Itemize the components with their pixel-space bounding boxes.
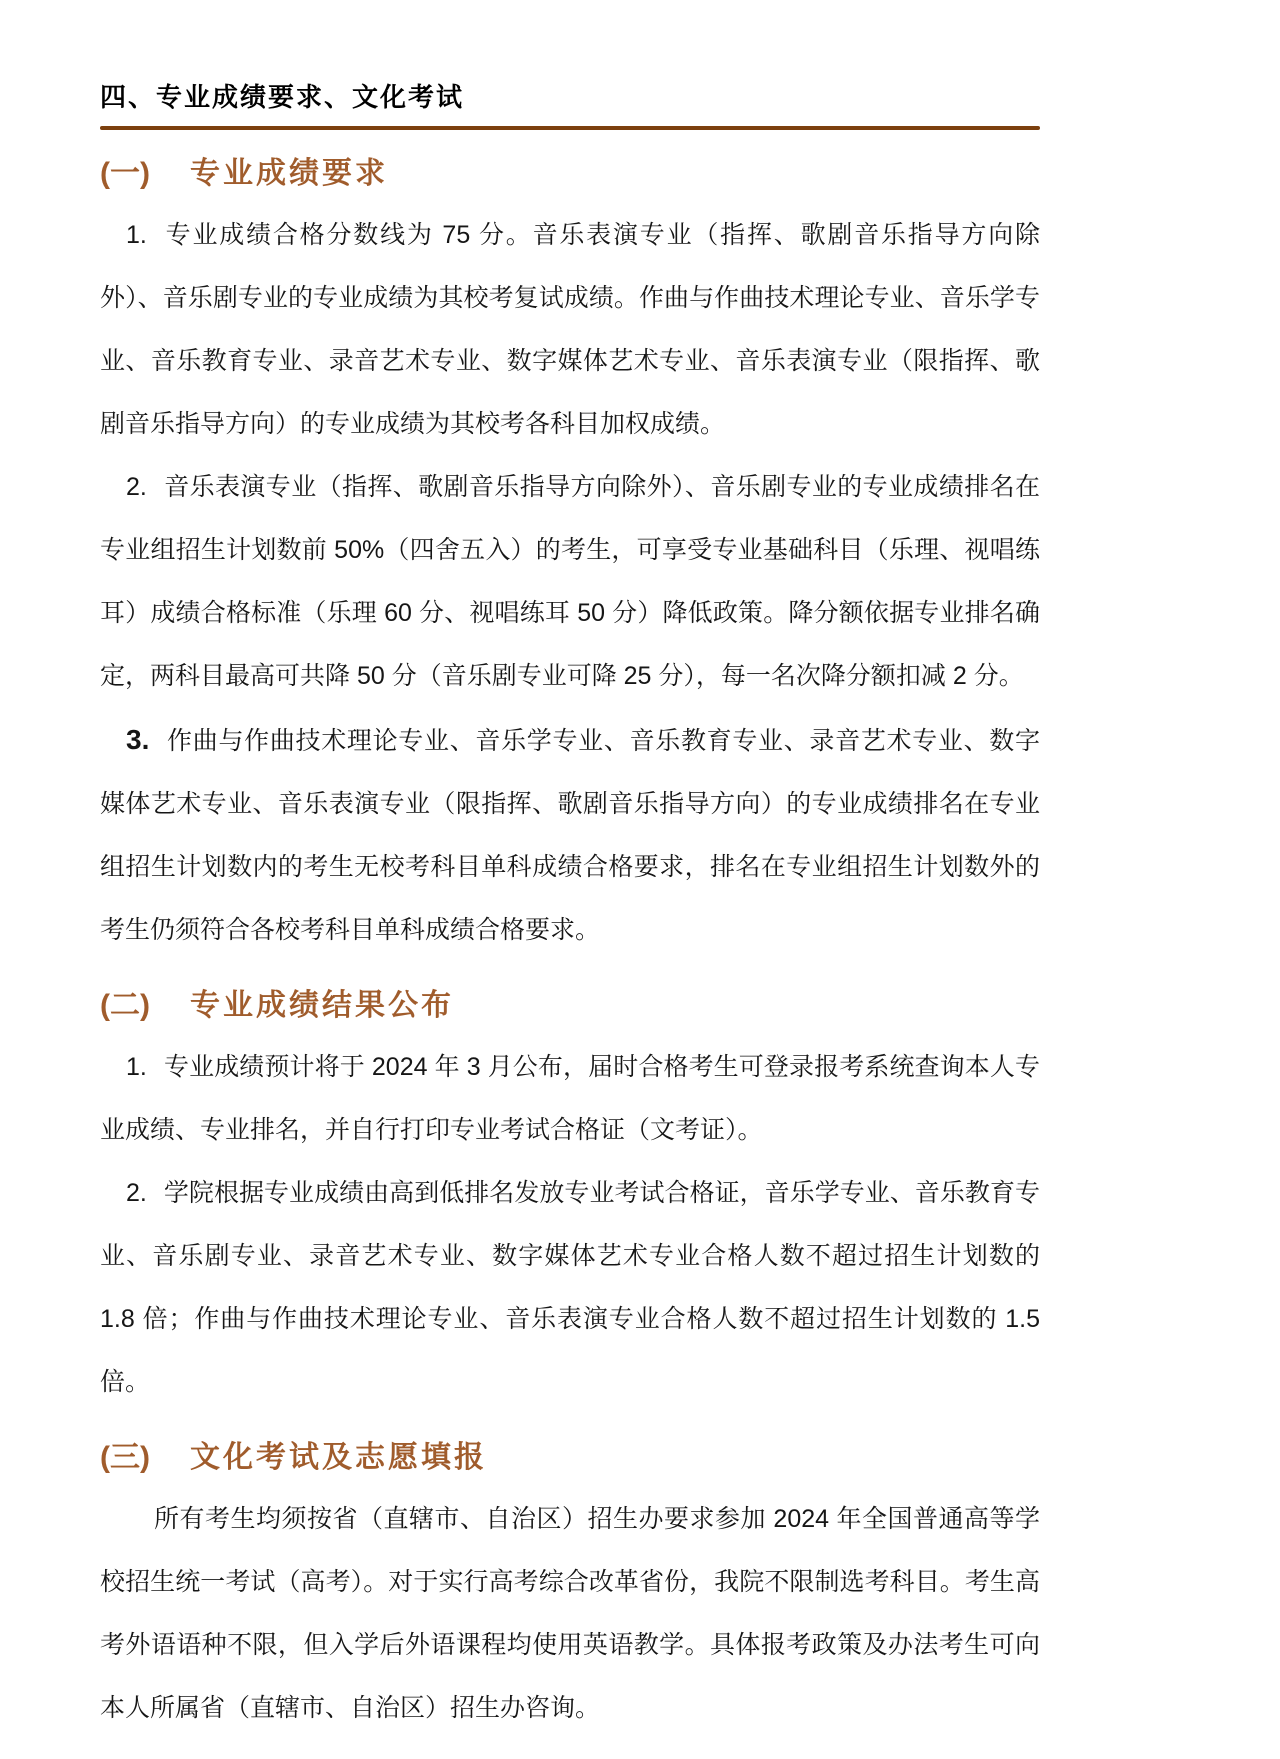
section-cultural-exam-and-application: [100, 1436, 1040, 1740]
section-heading: [100, 984, 1040, 1028]
paragraph-text: 作曲与作曲技术理论专业、音乐学专业、音乐教育专业、录音艺术专业、数字媒体艺术专业、音乐表演专业（限指挥、歌剧音乐指导方向）的专业成绩排名在专业组招生计划数内的考生无校考科目单科成绩合格要求，排名在专业组招生计划数外的考生仍须符合各校考科目单科成绩合格要求。: [100, 727, 1040, 944]
paragraph: [100, 204, 1040, 456]
paragraph-text: 学院根据专业成绩由高到低排名发放专业考试合格证，音乐学专业、音乐教育专业、音乐剧专业、录音艺术专业、数字媒体艺术专业合格人数不超过招生计划数的 1.8 倍；作曲与作曲技术理论专业、音乐表演专业合格人数不超过招生计划数的 1.5 倍。: [100, 1179, 1040, 1396]
section-heading: [100, 1436, 1040, 1480]
section-body: [100, 204, 1040, 962]
paragraph-text: 专业成绩预计将于 2024 年 3 月公布，届时合格考生可登录报考系统查询本人专业成绩、专业排名，并自行打印专业考试合格证（文考证）。: [100, 1053, 1040, 1144]
paragraph-number: 2.: [126, 473, 147, 501]
section-number: (二): [100, 989, 150, 1022]
paragraph-text: 音乐表演专业（指挥、歌剧音乐指导方向除外）、音乐剧专业的专业成绩排名在专业组招生计划数前 50%（四舍五入）的考生，可享受专业基础科目（乐理、视唱练耳）成绩合格标准（乐理 60 分、视唱练耳 50 分）降低政策。降分额依据专业排名确定，两科目最高可共降 50 分（音乐剧专业可降 25 分），每一名次降分额扣减 2 分。: [100, 473, 1040, 690]
paragraph-text: 所有考生均须按省（直辖市、自治区）招生办要求参加 2024 年全国普通高等学校招生统一考试（高考）。对于实行高考综合改革省份，我院不限制选考科目。考生高考外语语种不限，但入学后外语课程均使用英语教学。具体报考政策及办法考生可向本人所属省（直辖市、自治区）招生办咨询。: [100, 1505, 1040, 1722]
paragraph-number: 1.: [126, 1053, 147, 1081]
paragraph: [100, 1036, 1040, 1162]
section-body: [100, 1036, 1040, 1414]
paragraph-number: 1.: [126, 221, 147, 249]
page-title: 四、专业成绩要求、文化考试: [100, 82, 465, 112]
paragraph-number: 3.: [126, 724, 150, 755]
paragraph: [100, 708, 1040, 962]
paragraph: [100, 456, 1040, 708]
section-body: [100, 1488, 1040, 1740]
section-heading-label: 专业成绩结果公布: [189, 989, 454, 1022]
paragraph: [100, 1488, 1040, 1740]
title-divider: [100, 126, 1040, 130]
section-heading-label: 文化考试及志愿填报: [189, 1441, 487, 1474]
paragraph-text: 专业成绩合格分数线为 75 分。音乐表演专业（指挥、歌剧音乐指导方向除外）、音乐剧专业的专业成绩为其校考复试成绩。作曲与作曲技术理论专业、音乐学专业、音乐教育专业、录音艺术专业、数字媒体艺术专业、音乐表演专业（限指挥、歌剧音乐指导方向）的专业成绩为其校考各科目加权成绩。: [100, 221, 1040, 438]
section-number: (一): [100, 157, 150, 190]
paragraph-number: 2.: [126, 1179, 147, 1207]
section-heading: [100, 152, 1040, 196]
section-number: (三): [100, 1441, 150, 1474]
section-score-results-announcement: [100, 984, 1040, 1414]
section-heading-label: 专业成绩要求: [189, 157, 388, 190]
section-professional-score-requirements: [100, 152, 1040, 962]
paragraph: [100, 1162, 1040, 1414]
